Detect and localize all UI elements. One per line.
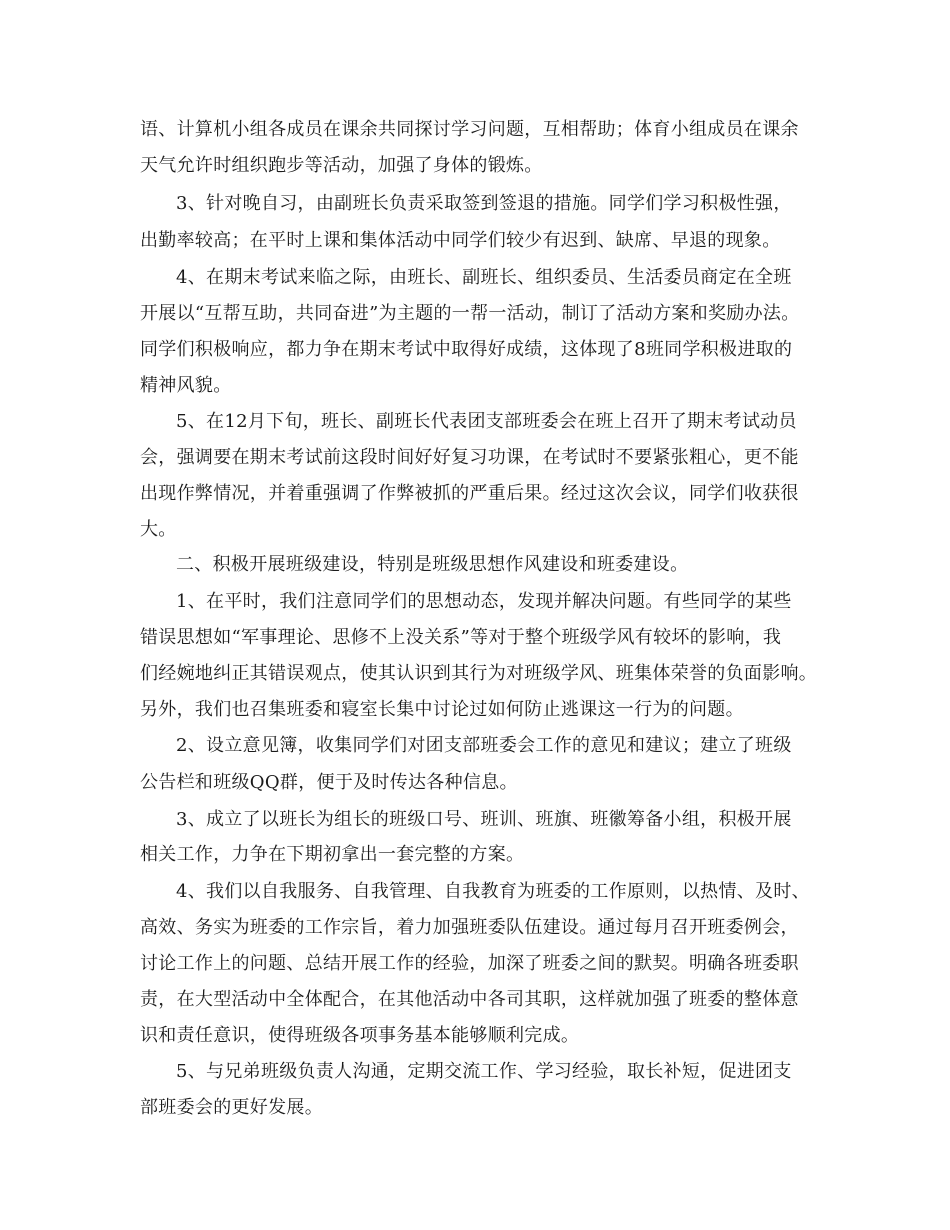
text-line: 另外，我们也召集班委和寝室长集中讨论过如何防止逃课这一行为的问题。 [140,699,744,720]
text-line: 同学们积极响应，都力争在期末考试中取得好成绩，这体现了8班同学积极进取的 [140,339,793,360]
text-line: 2、设立意见簿，收集同学们对团支部班委会工作的意见和建议；建立了班级 [176,735,792,756]
text-line: 错误思想如“军事理论、思修不上没关系”等对于整个班级学风有较坏的影响，我 [140,627,782,648]
text-line: 高效、务实为班委的工作宗旨，着力加强班委队伍建设。通过每月召开班委例会， [140,917,799,938]
section-heading: 二、积极开展班级建设，特别是班级思想作风建设和班委建设。 [176,554,689,575]
text-line: 开展以“互帮互助，共同奋进”为主题的一帮一活动，制订了活动方案和奖励办法。 [140,303,800,324]
text-line: 大。 [140,519,177,540]
text-line: 出勤率较高；在平时上课和集体活动中同学们较少有迟到、缺席、早退的现象。 [140,230,781,251]
text-line: 4、在期末考试来临之际，由班长、副班长、组织委员、生活委员商定在全班 [176,267,792,288]
text-line: 语、计算机小组各成员在课余共同探讨学习问题，互相帮助；体育小组成员在课余 [140,119,799,140]
text-line: 识和责任意识，使得班级各项事务基本能够顺利完成。 [140,1025,580,1046]
text-line: 公告栏和班级QQ群，便于及时传达各种信息。 [140,772,518,793]
text-line: 精神风貌。 [140,375,232,396]
text-line: 会，强调要在期末考试前这段时间好好复习功课，在考试时不要紧张粗心，更不能 [140,447,799,468]
text-line: 讨论工作上的问题、总结开展工作的经验，加深了班委之间的默契。明确各班委职 [140,953,799,974]
text-line: 3、针对晚自习，由副班长负责采取签到签退的措施。同学们学习积极性强， [176,193,792,214]
text-line: 1、在平时，我们注意同学们的思想动态，发现并解决问题。有些同学的某些 [176,591,792,612]
text-line: 相关工作，力争在下期初拿出一套完整的方案。 [140,844,525,865]
text-line: 5、与兄弟班级负责人沟通，定期交流工作、学习经验，取长补短，促进团支 [176,1061,792,1082]
text-line: 部班委会的更好发展。 [140,1097,323,1118]
text-line: 责，在大型活动中全体配合，在其他活动中各司其职，这样就加强了班委的整体意 [140,989,799,1010]
text-line: 天气允许时组织跑步等活动，加强了身体的锻炼。 [140,155,543,176]
text-line: 出现作弊情况，并着重强调了作弊被抓的严重后果。经过这次会议，同学们收获很 [140,483,799,504]
text-line: 3、成立了以班长为组长的班级口号、班训、班旗、班徽筹备小组，积极开展 [176,809,792,830]
text-line: 们经婉地纠正其错误观点，使其认识到其行为对班级学风、班集体荣誉的负面影响。 [140,663,818,684]
text-line: 5、在12月下旬，班长、副班长代表团支部班委会在班上召开了期末考试动员 [176,411,797,432]
text-line: 4、我们以自我服务、自我管理、自我教育为班委的工作原则，以热情、及时、 [176,881,810,902]
